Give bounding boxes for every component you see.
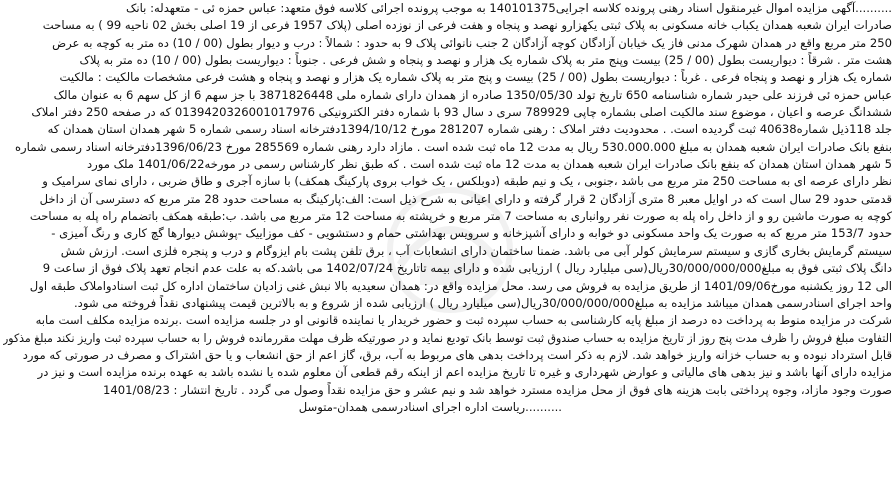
notice-line: قدمتی حدود 29 سال است که در اوایل معبر 8 متری آزادگان 2 قرار گرفته و دارای اعیانی به شرح ذیل است: الف:پارکینگ به مساحت حدود 28 متر مربع که دسترسی آن از داخل: [39, 191, 892, 206]
notice-line: 250 متر مربع واقع در همدان شهرک مدنی فاز یک خیابان آزادگان کوچه آزادگان 2 جنب نانوائی پلاک 9 به حدود : شمالاً : درب و دیوار بطول (00 / 10) ده متر به کوچه به عرض: [52, 35, 892, 50]
notice-line: 5 شهر همدان استان همدان که بنفع بانک صادرات ایران شعبه همدان به مدت 12 ماه ثبت شده است . که طبق نظر کارشناس رسمی در مورخه1401/06/22 ملک مورد: [86, 157, 892, 172]
notice-line: شماره یک هزار و نهصد و پنجاه فرعی . غرباً : دیواریست بطول (00 / 25) بیست و پنج متر به پلاک شماره یک هزار و نهصد و پنجاه و هشت فرعی مشخصات مالکیت : مالکیت: [59, 70, 892, 85]
notice-line: هشت متر . شرقاً : دیواریست بطول (00 / 25) بیست وپنج متر به پلاک شماره یک هزار و نهصد و پنجاه و شش فرعی . جنوباً : دیواریست بطول (00 / 10) ده متر به پلاک: [79, 53, 892, 68]
notice-line: صورت وجود مازاد، وجوه پرداختی بابت هزینه های فوق از محل مزایده مسترد خواهد شد و نیم عشر و حق مزایده نقداً وصول می گردد . تاریخ انتشار : 1401/08/23: [103, 382, 892, 397]
notice-line: حدود 153/7 متر مربع که به صورت یک واحد مسکونی دو خوابه و دارای آشپزخانه و سرویس بهداشتی حمام و دستشویی - کف موزاییک -پوشش دیوارها گچ کاری و رنگ آمیزی -: [51, 226, 892, 241]
auction-notice: [3, 0, 892, 491]
notice-line: الی 12 روز یکشنبه مورخ1401/09/06 از طریق مزایده به فروش می رسد. محل مزایده واقع در: همدان سعیدیه بالا نبش غنی زادیان ساختمان اداره کل ثبت اسنادواملاک طبقه اول: [29, 278, 892, 293]
notice-line: صادرات ایران شعبه همدان یکباب خانه مسکونی به پلاک ثبتی یکهزارو نهصد و پنجاه و هفت فرعی از نوزده اصلی (پلاک 1957 فرعی از 19 اصلی بخش 02 ناحیه 99 ) به مساحت: [42, 18, 892, 33]
notice-line: مزایده دارای آنها باشد و نیز بدهی های مالیاتی و عوارض شهرداری و غیره تا تاریخ مزایده اعم از اینکه رقم قطعی آن معلوم شده یا نشده باشد به عهده برنده مزایده است و نیز در: [37, 365, 892, 380]
notice-line: ..........آگهی مزایده اموال غیرمنقول اسناد رهنی پرونده کلاسه اجرایی140101375 به موجب پرونده اجرائی کلاسه فوق متعهد: عباس حمزه ئی - متعهدله: بانک: [126, 1, 892, 15]
notice-line: عباس حمزه ئی فرزند علی حیدر شماره شناسنامه 650 تاریخ تولد 1350/05/30 صادره از همدان دارای شماره ملی 3871826448 با جز سهم 6 از کل سهم 6 به عنوان مالک: [53, 87, 892, 102]
notice-line: ششدانگ عرصه و اعیان ، موضوع سند مالکیت اصلی بشماره چاپی 789929 سری د سال 93 با شماره دفتر الکترونیکی 013942032600101​7976 که در صفحه 250 دفتر املاک: [31, 105, 892, 120]
notice-line: سیستم گرمایش بخاری گازی و سیستم سرمایش کولر آبی می باشد. ضمنا ساختمان دارای انشعابات آب ، برق تلفن پشت بام ایزوگام و درب و پنجره فلزی است. ارزش شش: [60, 243, 892, 258]
signature-line: ..........ریاست اداره اجرای اسنادرسمی همدان-متوسل: [298, 399, 562, 414]
notice-line: دانگ پلاک ثبتی فوق به مبلغ30/000/000/000ریال(سی میلیارد ریال ) ارزیابی شده و دارای بیمه تاتاریخ 1402/07/24 می باشد.که به علت عدم انجام تعهد پلاک فوق از ساعت 9: [42, 261, 892, 276]
notice-line: التفاوت مبلغ فروش را ظرف مدت پنج روز از تاریخ مزایده به حساب صندوق ثبت توسط بانک تودیع نماید و در صورتیکه ظرف مهلت مقررمانده فروش را به حساب سپرده ثبت واریز نکند مبلغ مذکور: [3, 330, 892, 345]
notice-line: واحد اجرای اسنادرسمی همدان میباشد مزایده به مبلغ30/000/000/000ریال(سی میلیارد ریال ) ارزیابی شده از شروع و به بالاترین قیمت پیشنهادی نقداً فروخته می شود.: [74, 295, 892, 310]
notice-line: قابل استرداد نبوده و به حساب خزانه واریز خواهد شد. لازم به ذکر است پرداخت بدهی های مربوط به آب، برق، گاز اعم از حق انشعاب و یا حق اشتراک و مصرف در صورتی که مورد: [22, 347, 892, 362]
notice-line: بنفع بانک صادرات ایران شعبه همدان به مبلغ 530.000.000 ریال به مدت 12 ماه ثبت شده است . مازاد دارد رهنی شماره 285569 مورخ 1396/06/23دفترخانه اسناد رسمی شماره: [14, 139, 892, 154]
notice-line: جلد 118ذیل شماره40638 ثبت گردیده است. . محدودیت دفتر املاک : رهنی شماره 281207 مورخ 1394/10/12دفترخانه اسناد رسمی شماره 5 شهر همدان استان همدان که: [47, 122, 892, 137]
notice-line: کوچه به صورت ماشین رو و از داخل راه پله به صورت نفر روانباری به مساحت 7 متر مربع و خرپشته به مساحت 12 متر مربع می باشد. ب:طبقه همکف باتضمام راه پله به مساحت: [29, 209, 892, 224]
notice-line: شرکت در مزایده منوط به پرداخت ده درصد از مبلغ پایه کارشناسی به حساب سپرده ثبت و حضور خریدار یا نماینده قانونی او در جلسه مزایده است .برنده مزایده مکلف است مابه: [35, 313, 892, 328]
notice-line: نظر دارای عرصه ای به مساحت 250 متر مربع می باشد ،جنوبی ، یک و نیم طبقه (دوبلکس ، یک خواب بروی پارکینگ همکف) با سازه آجری و طاق ضربی ، دارای نمای سرامیک و: [42, 174, 892, 189]
